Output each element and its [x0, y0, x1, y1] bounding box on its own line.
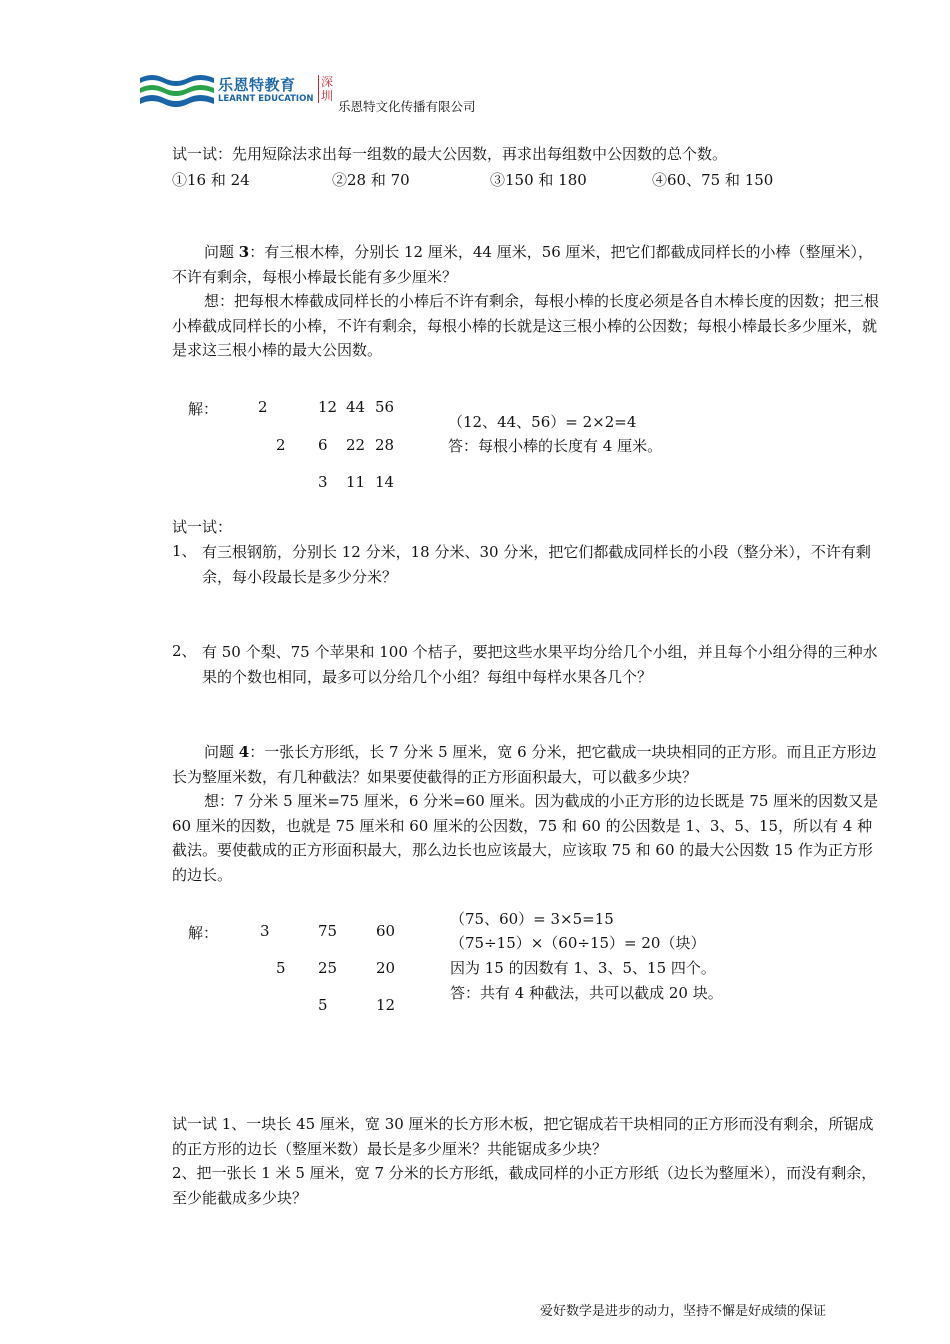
division-cell: 20 [376, 959, 396, 977]
problem-4-answer: 答：共有 4 种截法，共可以截成 20 块。 [450, 984, 723, 1002]
problem-4-statement: 问题 4：一张长方形纸，长 7 分米 5 厘米，宽 6 分米，把它截成一块块相同的正方形。而且正方形边长为整厘米数，有几种截法？如果要使截得的正方形面积最大，可以截多少块？ [172, 743, 877, 786]
division-cell: 5 [318, 996, 328, 1014]
division-cell: 25 [318, 959, 338, 977]
logo-english-name: LEARNT EDUCATION [218, 94, 314, 104]
logo-city: 深圳 [318, 75, 337, 103]
try2-title: 试一试： [172, 518, 233, 536]
try3-item-1: 试一试 1、一块长 45 厘米，宽 30 厘米的长方形木板，把它锯成若干块相同的正方形而没有剩余，所锯成的正方形的边长（整厘米数）最长是多少厘米？共能锯成多少块？ [172, 1115, 874, 1158]
division-cell: 22 [346, 436, 366, 454]
division-cell: 28 [375, 436, 395, 454]
problem-3-result: （12、44、56）= 2×2=4 [448, 413, 637, 431]
division-cell: 3 [318, 473, 328, 491]
division-cell: 75 [318, 922, 338, 940]
division-cell: 12 [318, 398, 338, 416]
logo [138, 72, 338, 110]
try1-item-1: ①16 和 24 [172, 171, 250, 189]
division-cell: 56 [375, 398, 395, 416]
divisor: 2 [258, 398, 268, 416]
solve-label: 解： [188, 924, 219, 942]
try1-item-2: ②28 和 70 [332, 171, 410, 189]
problem-3-answer: 答：每根小棒的长度有 4 厘米。 [448, 437, 663, 455]
division-cell: 60 [376, 922, 396, 940]
logo-waves-icon [138, 72, 216, 110]
solve-label: 解： [188, 400, 219, 418]
problem-3-statement: 问题 3：有三根木棒，分别长 12 厘米，44 厘米，56 厘米，把它们都截成同样长的小棒（整厘米），不许有剩余，每根小棒最长能有多少厘米？ [172, 243, 874, 286]
try2-item-2-text: 有 50 个梨、75 个苹果和 100 个桔子，要把这些水果平均分给几个小组，并且每个小组分得的三种水果的个数也相同，最多可以分给几个小组？每组中每样水果各几个？ [202, 643, 878, 686]
try1-item-4: ④60、75 和 150 [652, 171, 774, 189]
division-cell: 12 [376, 996, 396, 1014]
try1-prompt: 试一试：先用短除法求出每一组数的最大公因数，再求出每组数中公因数的总个数。 [172, 145, 728, 163]
problem-3-thinking: 想：把每根木棒截成同样长的小棒后不许有剩余，每根小棒的长度必须是各自木棒长度的因数；把三根小棒截成同样长的小棒，不许有剩余，每根小棒的长就是这三根小棒的公因数；每根小棒最长多少厘米，就是求这三根小棒的最大公因数。 [172, 292, 880, 359]
division-cell: 14 [375, 473, 395, 491]
division-cell: 11 [346, 473, 366, 491]
try2-item-2-number: 2、 [172, 642, 197, 660]
try2-item-1-text: 有三根钢筋，分别长 12 分米，18 分米、30 分米，把它们都截成同样长的小段（整分米），不许有剩余，每小段最长是多少分米？ [202, 543, 871, 586]
division-cell: 6 [318, 436, 328, 454]
try2-item-1-number: 1、 [172, 542, 197, 560]
divisor: 2 [276, 436, 286, 454]
try3-item-2: 2、把一张长 1 米 5 厘米，宽 7 分米的长方形纸，截成同样的小正方形纸（边长为整厘米），而没有剩余，至少能截成多少块？ [172, 1164, 877, 1207]
problem-4-line-1: （75、60）= 3×5=15 [450, 910, 614, 928]
problem-4-thinking: 想：7 分米 5 厘米=75 厘米，6 分米=60 厘米。因为截成的小正方形的边长既是 75 厘米的因数又是 60 厘米的因数，也就是 75 厘米和 60 厘米的公因数，75 和 60 的公因数是 1、3、5、15，所以有 4 种截法。要使截成的正方形面积最大，那么边长也应该最大，应该取 75 和 60 的最大公因数 15 作为正方形的边长。 [172, 792, 879, 884]
try1-item-3: ③150 和 180 [490, 171, 587, 189]
footer-motto: 爱好数学是进步的动力，坚持不懈是好成绩的保证 [540, 1304, 827, 1319]
divisor: 3 [260, 922, 270, 940]
company-name: 乐恩特文化传播有限公司 [338, 99, 476, 114]
problem-4-line-3: 因为 15 的因数有 1、3、5、15 四个。 [450, 959, 716, 977]
logo-chinese-name: 乐恩特教育 [218, 76, 296, 94]
divisor: 5 [276, 959, 286, 977]
problem-4-line-2: （75÷15）×（60÷15）= 20（块） [450, 934, 706, 952]
division-cell: 44 [346, 398, 366, 416]
